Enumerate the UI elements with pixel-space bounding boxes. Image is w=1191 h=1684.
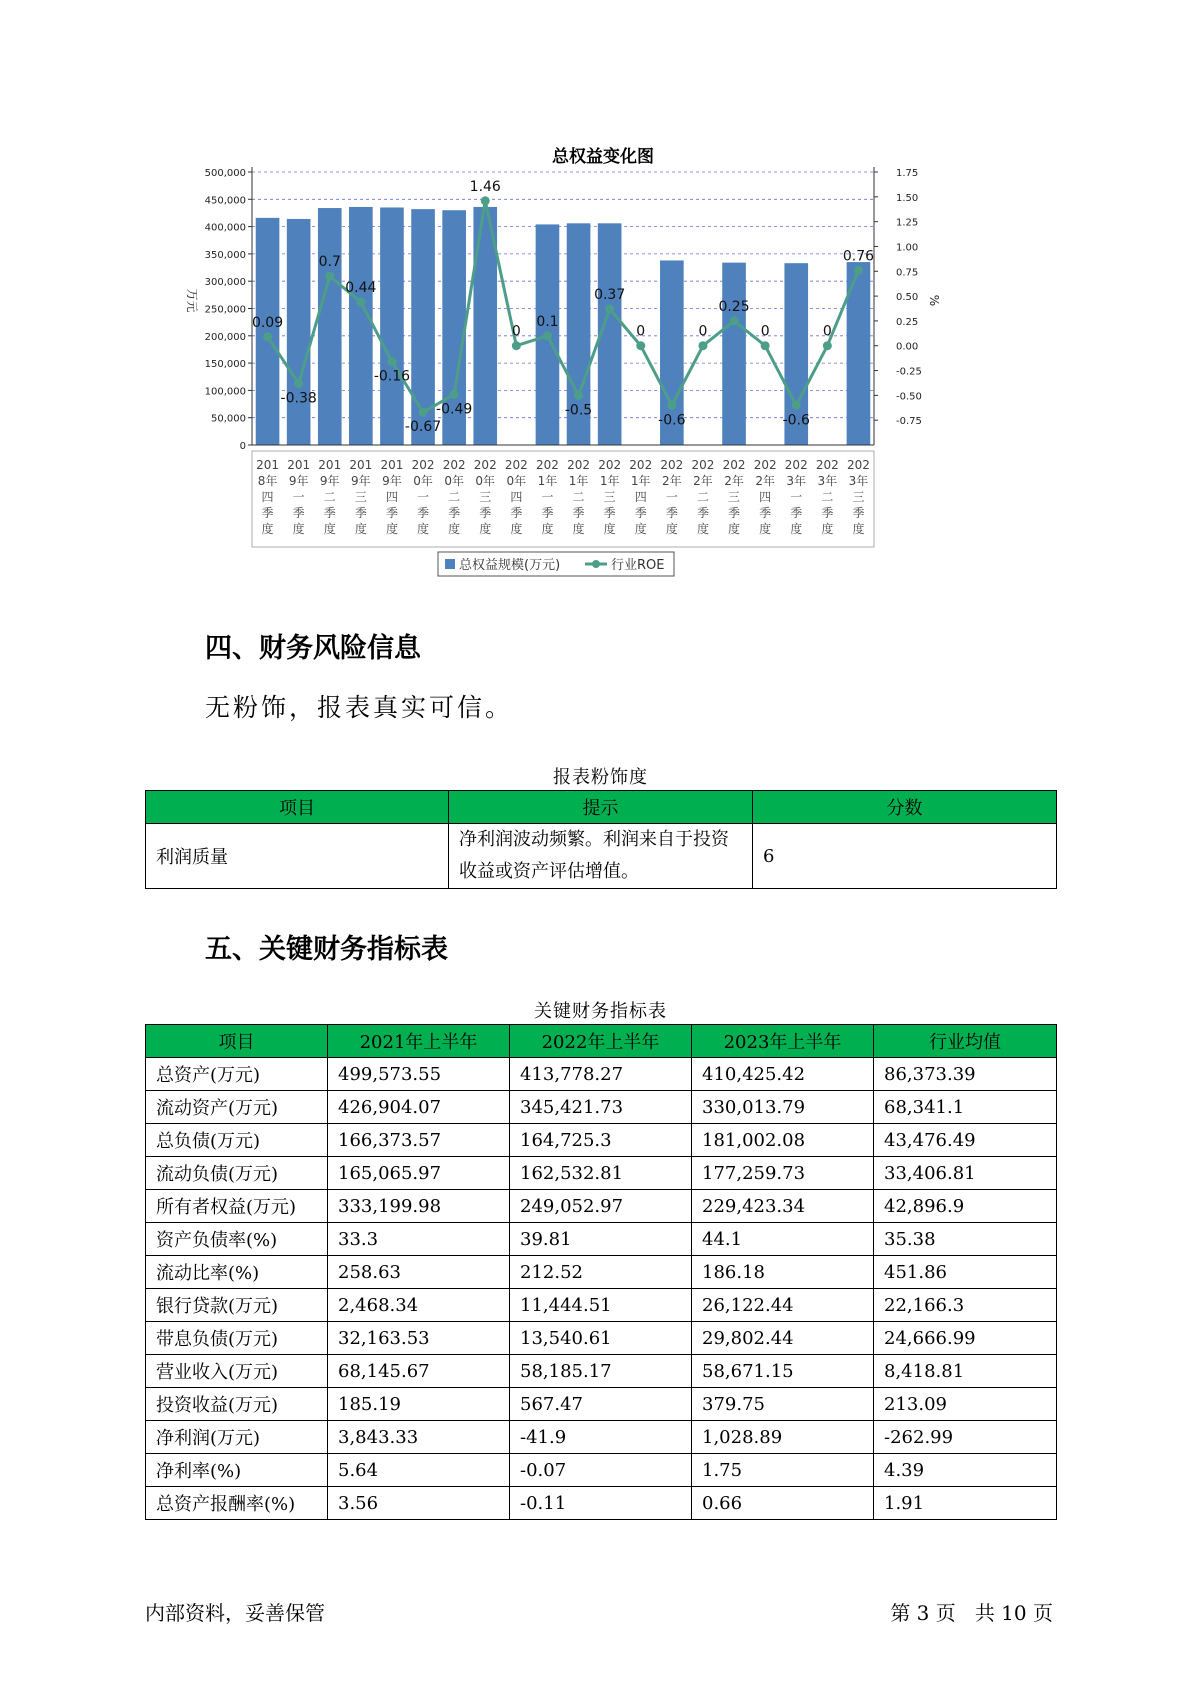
kpi-cell-2022: 11,444.51 [510, 1289, 692, 1322]
x-tick-label: 201 [318, 458, 342, 472]
roe-data-label: 0.25 [718, 298, 750, 315]
table-row [146, 1058, 1057, 1091]
x-tick-label: 季 [417, 506, 430, 520]
y2-tick-label: -0.75 [896, 416, 922, 428]
x-tick-label: 0年 [444, 474, 464, 488]
x-tick-label: 201 [287, 458, 311, 472]
kpi-cell-2021: 185.19 [328, 1388, 510, 1421]
x-tick-label: 0年 [475, 474, 496, 488]
kpi-cell-industry: 42,896.9 [874, 1190, 1057, 1223]
x-tick-label: 度 [572, 522, 585, 536]
x-tick-label: 季 [603, 506, 616, 520]
x-tick-label: 度 [541, 522, 554, 536]
x-tick-label: 1年 [630, 474, 651, 488]
x-tick-label: 2年 [724, 474, 744, 488]
x-tick-label: 度 [261, 522, 274, 536]
x-tick-label: 度 [634, 522, 647, 536]
roe-point [543, 331, 552, 340]
x-tick-label: 四 [759, 490, 772, 504]
kpi-cell-item: 资产负债率(%) [146, 1223, 328, 1256]
y2-tick-label: 1.25 [896, 217, 919, 229]
roe-data-label: 0.1 [536, 313, 559, 330]
table-row [146, 1157, 1057, 1190]
x-tick-label: 9年 [319, 474, 340, 488]
kpi-table-caption: 关键财务指标表 [534, 1001, 667, 1022]
x-tick-label: 201 [349, 458, 373, 472]
table-row [146, 1322, 1057, 1355]
y-tick-label: 250,000 [204, 304, 246, 316]
x-tick-label: 0年 [506, 474, 527, 488]
roe-data-label: 0.44 [345, 280, 377, 297]
kpi-cell-2021: 499,573.55 [328, 1058, 510, 1091]
kpi-cell-industry: 68,341.1 [874, 1091, 1057, 1124]
x-tick-label: 202 [504, 458, 528, 472]
kpi-cell-industry: 33,406.81 [874, 1157, 1057, 1190]
legend-line-label: 行业ROE [611, 558, 665, 573]
x-tick-label: 9年 [351, 474, 371, 488]
kpi-cell-2022: 413,778.27 [510, 1058, 692, 1091]
kpi-cell-2022: 164,725.3 [510, 1124, 692, 1157]
table-row [146, 1289, 1057, 1322]
x-tick-label: 度 [790, 522, 803, 536]
x-tick-label: 季 [541, 506, 554, 520]
x-tick-label: 202 [629, 458, 653, 472]
legend-line-marker [592, 560, 600, 568]
kpi-cell-2021: 32,163.53 [328, 1322, 510, 1355]
roe-point [356, 298, 365, 307]
x-tick-label: 202 [660, 458, 684, 472]
roe-point [605, 304, 614, 313]
table-row [146, 1487, 1057, 1520]
kpi-cell-2023: 26,122.44 [692, 1289, 874, 1322]
x-tick-label: 季 [790, 506, 803, 520]
kpi-cell-2021: 333,199.98 [328, 1190, 510, 1223]
footer-page-number: 第 3 页 共 10 页 [890, 1601, 1053, 1625]
x-tick-label: 0年 [413, 474, 433, 488]
bar [318, 208, 342, 445]
risk-table-header [146, 791, 1057, 824]
x-tick-label: 度 [665, 522, 678, 536]
kpi-header-2022: 2022年上半年 [510, 1025, 692, 1058]
bar [380, 207, 404, 445]
x-tick-label: 2年 [693, 474, 713, 488]
kpi-cell-2023: 1.75 [692, 1454, 874, 1487]
risk-table [145, 790, 1057, 889]
x-tick-label: 季 [385, 506, 398, 520]
roe-data-label: -0.67 [404, 419, 442, 436]
x-tick-label: 202 [567, 458, 591, 472]
x-tick-label: 3年 [817, 474, 838, 488]
kpi-cell-2022: 39.81 [510, 1223, 692, 1256]
kpi-cell-2021: 426,904.07 [328, 1091, 510, 1124]
legend-bar-label: 总权益规模(万元) [459, 558, 561, 573]
x-tick-label: 三 [354, 490, 367, 504]
y2-axis-label: % [927, 294, 941, 307]
x-tick-label: 201 [256, 458, 280, 472]
x-tick-label: 季 [354, 506, 367, 520]
table-row [146, 1256, 1057, 1289]
kpi-cell-2022: 162,532.81 [510, 1157, 692, 1190]
kpi-cell-item: 流动资产(万元) [146, 1091, 328, 1124]
x-tick-label: 季 [572, 506, 585, 520]
kpi-cell-item: 流动比率(%) [146, 1256, 328, 1289]
kpi-cell-2021: 68,145.67 [328, 1355, 510, 1388]
roe-data-label: 0 [636, 323, 646, 340]
kpi-cell-2023: 58,671.15 [692, 1355, 874, 1388]
section4-heading: 四、财务风险信息 [205, 633, 421, 664]
y2-tick-label: 0.00 [896, 341, 919, 353]
kpi-cell-2022: -41.9 [510, 1421, 692, 1454]
x-tick-label: 202 [535, 458, 559, 472]
x-tick-label: 四 [634, 490, 647, 504]
kpi-cell-industry: 8,418.81 [874, 1355, 1057, 1388]
kpi-cell-2022: 58,185.17 [510, 1355, 692, 1388]
x-tick-label: 三 [479, 490, 492, 504]
kpi-cell-2022: 13,540.61 [510, 1322, 692, 1355]
roe-point [698, 341, 707, 350]
y-tick-label: 450,000 [204, 195, 246, 207]
table-row [146, 824, 1057, 889]
y2-tick-label: 1.00 [896, 242, 919, 254]
y2-tick-label: 1.75 [896, 168, 919, 179]
kpi-cell-industry: 22,166.3 [874, 1289, 1057, 1322]
kpi-cell-2023: 177,259.73 [692, 1157, 874, 1190]
roe-point [481, 196, 490, 205]
x-tick-label: 二 [821, 490, 834, 504]
y-tick-label: 400,000 [204, 222, 246, 234]
roe-data-label: 0 [511, 323, 521, 340]
x-tick-label: 季 [323, 506, 336, 520]
kpi-cell-item: 净利率(%) [146, 1454, 328, 1487]
section4-text: 无粉饰，报表真实可信。 [205, 693, 514, 722]
x-tick-label: 202 [753, 458, 777, 472]
roe-point [761, 341, 770, 350]
roe-point [823, 341, 832, 350]
kpi-cell-2023: 186.18 [692, 1256, 874, 1289]
y-tick-label: 300,000 [204, 277, 246, 289]
roe-point [730, 316, 739, 325]
kpi-cell-2022: -0.07 [510, 1454, 692, 1487]
chart-svg [168, 132, 1038, 602]
kpi-cell-2022: 212.52 [510, 1256, 692, 1289]
x-tick-label: 季 [759, 506, 772, 520]
kpi-header-2021: 2021年上半年 [328, 1025, 510, 1058]
x-label-box [252, 451, 874, 547]
y-tick-label: 350,000 [204, 249, 246, 261]
bar [722, 263, 746, 445]
x-tick-label: 202 [598, 458, 622, 472]
roe-data-label: -0.49 [436, 401, 473, 418]
y-tick-label: 150,000 [204, 359, 246, 371]
kpi-cell-item: 净利润(万元) [146, 1421, 328, 1454]
kpi-cell-2023: 379.75 [692, 1388, 874, 1421]
y2-tick-label: -0.25 [896, 366, 922, 378]
kpi-cell-2023: 44.1 [692, 1223, 874, 1256]
x-tick-label: 度 [292, 522, 305, 536]
kpi-cell-industry: 451.86 [874, 1256, 1057, 1289]
x-tick-label: 9年 [382, 474, 402, 488]
roe-data-label: 0 [760, 323, 770, 340]
kpi-cell-2021: 166,373.57 [328, 1124, 510, 1157]
x-tick-label: 1年 [599, 474, 620, 488]
x-tick-label: 度 [603, 522, 616, 536]
x-tick-label: 季 [292, 506, 305, 520]
y2-tick-label: 0.25 [896, 316, 919, 328]
section5-heading: 五、关键财务指标表 [205, 934, 448, 965]
x-tick-label: 2年 [662, 474, 682, 488]
kpi-cell-2022: 567.47 [510, 1388, 692, 1421]
roe-data-label: 0.7 [318, 254, 341, 271]
x-tick-label: 四 [385, 490, 398, 504]
kpi-cell-item: 银行贷款(万元) [146, 1289, 328, 1322]
x-tick-label: 季 [261, 506, 274, 520]
roe-data-label: -0.6 [782, 412, 810, 429]
kpi-cell-industry: 35.38 [874, 1223, 1057, 1256]
x-tick-label: 202 [815, 458, 839, 472]
kpi-cell-industry: 213.09 [874, 1388, 1057, 1421]
roe-data-label: -0.6 [658, 412, 686, 429]
x-tick-label: 202 [722, 458, 746, 472]
kpi-cell-2023: 181,002.08 [692, 1124, 874, 1157]
x-tick-label: 季 [852, 506, 865, 520]
table-row [146, 1091, 1057, 1124]
risk-cell-item: 利润质量 [146, 824, 449, 889]
roe-point [450, 390, 459, 399]
roe-point [574, 391, 583, 400]
x-tick-label: 202 [442, 458, 466, 472]
x-tick-label: 三 [603, 490, 616, 504]
x-tick-label: 季 [665, 506, 678, 520]
x-tick-label: 度 [728, 522, 741, 536]
x-tick-label: 8年 [257, 474, 278, 488]
roe-data-label: 0 [698, 323, 708, 340]
x-tick-label: 三 [852, 490, 865, 504]
x-tick-label: 度 [354, 522, 367, 536]
x-tick-label: 度 [852, 522, 865, 536]
x-tick-label: 度 [510, 522, 523, 536]
x-tick-label: 季 [510, 506, 523, 520]
kpi-cell-industry: -262.99 [874, 1421, 1057, 1454]
y-tick-label: 50,000 [211, 413, 246, 425]
kpi-cell-2023: 0.66 [692, 1487, 874, 1520]
roe-data-label: -0.5 [564, 402, 593, 419]
x-tick-label: 度 [417, 522, 430, 536]
x-tick-label: 202 [411, 458, 435, 472]
roe-point [792, 401, 801, 410]
x-tick-label: 度 [821, 522, 834, 536]
kpi-cell-item: 营业收入(万元) [146, 1355, 328, 1388]
roe-point [854, 266, 863, 275]
kpi-cell-2021: 2,468.34 [328, 1289, 510, 1322]
table-row [146, 1421, 1057, 1454]
legend-bar-swatch [445, 559, 455, 569]
x-tick-label: 1年 [568, 474, 589, 488]
x-tick-label: 季 [634, 506, 647, 520]
y-tick-label: 500,000 [204, 168, 246, 179]
kpi-table-header [146, 1025, 1057, 1058]
x-tick-label: 季 [728, 506, 741, 520]
x-tick-label: 季 [821, 506, 834, 520]
footer-left: 内部资料，妥善保管 [145, 1601, 325, 1625]
y2-tick-label: 0.50 [896, 292, 919, 304]
x-tick-label: 2年 [755, 474, 775, 488]
risk-table-caption: 报表粉饰度 [553, 767, 648, 788]
x-tick-label: 度 [323, 522, 336, 536]
x-tick-label: 3年 [786, 474, 807, 488]
x-tick-label: 一 [417, 490, 430, 504]
kpi-header-item: 项目 [146, 1025, 328, 1058]
kpi-cell-industry: 43,476.49 [874, 1124, 1057, 1157]
kpi-cell-2022: 345,421.73 [510, 1091, 692, 1124]
x-tick-label: 三 [728, 490, 741, 504]
x-tick-label: 3年 [848, 474, 869, 488]
roe-data-label: -0.16 [373, 368, 411, 385]
equity-chart [168, 132, 1038, 602]
table-row [146, 1124, 1057, 1157]
bar [287, 219, 311, 445]
risk-header-item: 项目 [146, 791, 449, 824]
kpi-cell-2023: 1,028.89 [692, 1421, 874, 1454]
x-tick-label: 季 [479, 506, 492, 520]
x-tick-label: 202 [473, 458, 497, 472]
kpi-cell-2021: 3,843.33 [328, 1421, 510, 1454]
x-tick-label: 201 [380, 458, 404, 472]
y-axis-label: 万元 [185, 288, 199, 313]
roe-data-label: 0.76 [842, 248, 875, 265]
x-tick-label: 度 [448, 522, 461, 536]
kpi-table [145, 1024, 1057, 1520]
kpi-cell-industry: 86,373.39 [874, 1058, 1057, 1091]
x-tick-label: 二 [323, 490, 336, 504]
kpi-cell-2021: 3.56 [328, 1487, 510, 1520]
risk-cell-hint: 净利润波动频繁。利润来自于投资收益或资产评估增值。 [449, 824, 753, 889]
x-tick-label: 一 [790, 490, 803, 504]
kpi-cell-2022: 249,052.97 [510, 1190, 692, 1223]
roe-data-label: 0.37 [594, 286, 626, 303]
roe-point [667, 401, 676, 410]
x-tick-label: 二 [696, 490, 709, 504]
y2-tick-label: 1.50 [896, 192, 919, 204]
kpi-cell-industry: 4.39 [874, 1454, 1057, 1487]
x-tick-label: 度 [696, 522, 709, 536]
x-tick-label: 二 [572, 490, 585, 504]
risk-header-score: 分数 [753, 791, 1057, 824]
roe-point [512, 341, 521, 350]
roe-point [636, 341, 645, 350]
kpi-cell-item: 带息负债(万元) [146, 1322, 328, 1355]
risk-header-hint: 提示 [449, 791, 753, 824]
kpi-cell-2023: 330,013.79 [692, 1091, 874, 1124]
kpi-cell-item: 总负债(万元) [146, 1124, 328, 1157]
kpi-cell-2022: -0.11 [510, 1487, 692, 1520]
table-row [146, 1190, 1057, 1223]
kpi-cell-industry: 24,666.99 [874, 1322, 1057, 1355]
x-tick-label: 二 [448, 490, 461, 504]
chart-title: 总权益变化图 [552, 147, 654, 167]
kpi-cell-2021: 33.3 [328, 1223, 510, 1256]
roe-data-label: 1.46 [469, 178, 501, 195]
x-tick-label: 9年 [288, 474, 309, 488]
x-tick-label: 一 [665, 490, 678, 504]
x-tick-label: 一 [541, 490, 554, 504]
kpi-header-2023: 2023年上半年 [692, 1025, 874, 1058]
kpi-cell-2023: 410,425.42 [692, 1058, 874, 1091]
x-tick-label: 四 [510, 490, 523, 504]
y-tick-label: 200,000 [204, 331, 246, 343]
x-tick-label: 季 [448, 506, 461, 520]
x-tick-label: 度 [759, 522, 772, 536]
y-tick-label: 0 [239, 441, 246, 452]
kpi-cell-item: 所有者权益(万元) [146, 1190, 328, 1223]
x-tick-label: 度 [479, 522, 492, 536]
x-tick-label: 1年 [537, 474, 558, 488]
roe-point [325, 272, 334, 281]
y2-tick-label: 0.75 [896, 267, 919, 279]
y2-tick-label: -0.50 [896, 391, 922, 403]
kpi-cell-item: 总资产报酬率(%) [146, 1487, 328, 1520]
kpi-cell-industry: 1.91 [874, 1487, 1057, 1520]
kpi-cell-2021: 165,065.97 [328, 1157, 510, 1190]
table-row [146, 1223, 1057, 1256]
table-row [146, 1454, 1057, 1487]
kpi-cell-2023: 29,802.44 [692, 1322, 874, 1355]
x-tick-label: 202 [784, 458, 808, 472]
kpi-cell-2023: 229,423.34 [692, 1190, 874, 1223]
roe-point [263, 332, 272, 341]
x-tick-label: 202 [691, 458, 715, 472]
roe-point [294, 379, 303, 388]
kpi-header-industry: 行业均值 [874, 1025, 1057, 1058]
x-tick-label: 度 [385, 522, 398, 536]
roe-data-label: -0.38 [280, 390, 317, 407]
roe-data-label: 0.09 [251, 314, 284, 331]
bar [349, 207, 373, 445]
y-tick-label: 100,000 [204, 386, 246, 398]
x-tick-label: 一 [292, 490, 305, 504]
kpi-cell-2021: 258.63 [328, 1256, 510, 1289]
roe-point [387, 357, 396, 366]
table-row [146, 1355, 1057, 1388]
roe-data-label: 0 [822, 323, 832, 340]
kpi-cell-item: 流动负债(万元) [146, 1157, 328, 1190]
risk-cell-score: 6 [753, 824, 1057, 889]
kpi-cell-item: 总资产(万元) [146, 1058, 328, 1091]
x-tick-label: 四 [261, 490, 274, 504]
kpi-cell-2021: 5.64 [328, 1454, 510, 1487]
x-tick-label: 202 [846, 458, 870, 472]
table-row [146, 1388, 1057, 1421]
bar [256, 218, 280, 445]
kpi-cell-item: 投资收益(万元) [146, 1388, 328, 1421]
roe-point [419, 408, 428, 417]
x-tick-label: 季 [696, 506, 709, 520]
